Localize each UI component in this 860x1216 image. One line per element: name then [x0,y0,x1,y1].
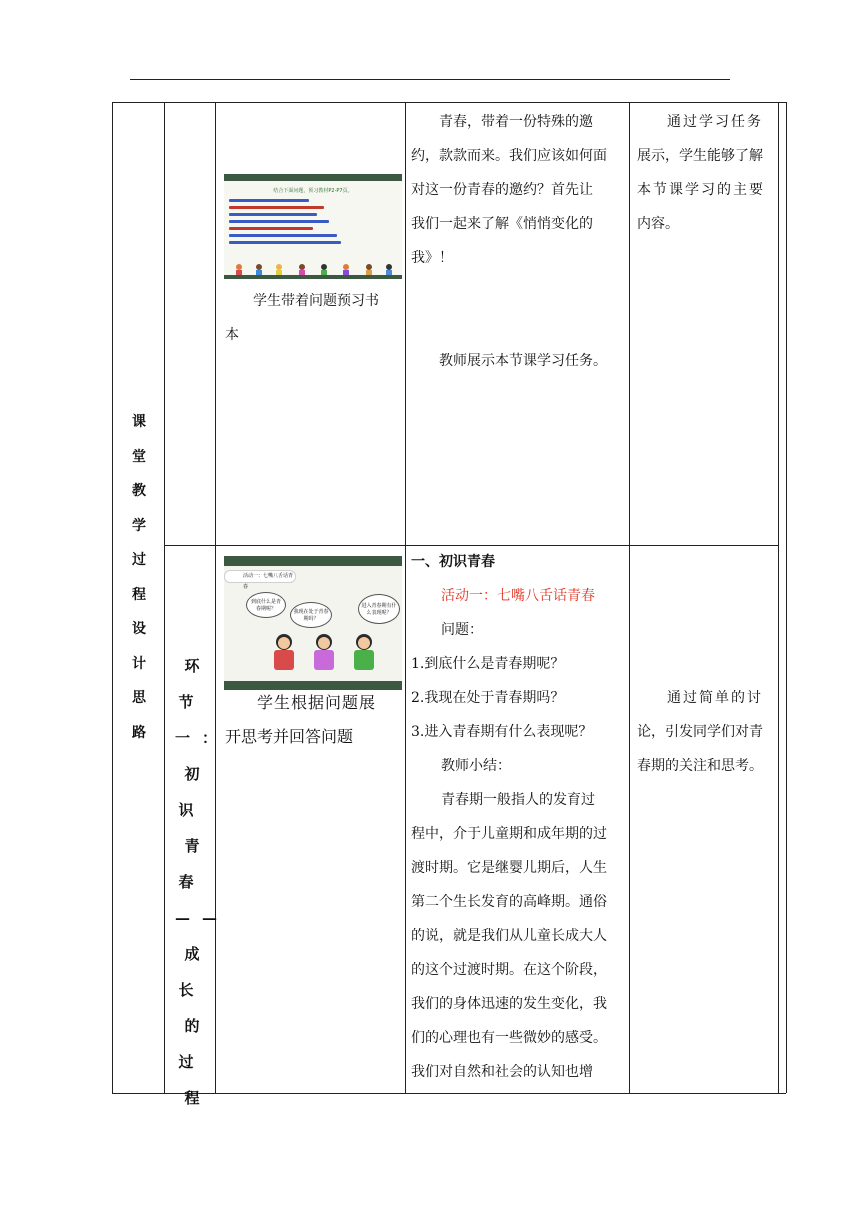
section-label: 课 堂 教 学 过 程 设 计 思 路 [132,414,146,741]
header-rule [130,79,730,80]
stage-label: 环节 一： 初识 青春 —— 成长 的过 程 [175,657,230,1107]
row2-teacher-activity: 一、初识青春 活动一：七嘴八舌话青春 问题： 1.到底什么是青春期呢？ 2.我现在处于青春期吗？ 3.进入青春期有什么表现呢？ 教师小结： 青春期一般指人的发育过 程中，介于儿童期和成年期的过 渡时期。它是继婴儿期后，人生 第二个生长发育的高峰期。通俗 的说，就是我们从儿童长成大人 的这个过渡时期。在这个阶段， 我们的身体迅速的发生变化，我 们的心理也有一些微妙的感受。 我们对自然和社会的认知也增 [411,554,607,1080]
preview-slide-image: 自主预习 结合下面问题，预习教材P2-P7页。 [224,174,402,279]
row2-design-intent: 通过简单的讨 论，引发同学们对青 春期的关注和思考。 [637,690,763,774]
activity-slide-image: 初识青春——成长的过程 活动一：七嘴八舌话青春 到底什么是青春期呢？ 我现在处于青春期吗？ 进入青春期有什么表现呢？ [224,556,402,690]
row1-teacher-task: 教师展示本节课学习任务。 [439,353,607,369]
row2-student-activity: 学生根据问题展 开思考并回答问题 [225,693,377,746]
row1-teacher-activity: 青春，带着一份特殊的邀 约，款款而来。我们应该如何面 对这一份青春的邀约？首先让 我们一起来了解《悄悄变化的 我》！ [411,114,607,266]
children-illustration [224,261,402,279]
row1-student-activity: 学生带着问题预习书 本 [225,293,379,343]
three-students-illustration [264,630,384,676]
row1-design-intent: 通过学习任务 展示，学生能够了解 本节课学习的主要 内容。 [637,114,765,232]
